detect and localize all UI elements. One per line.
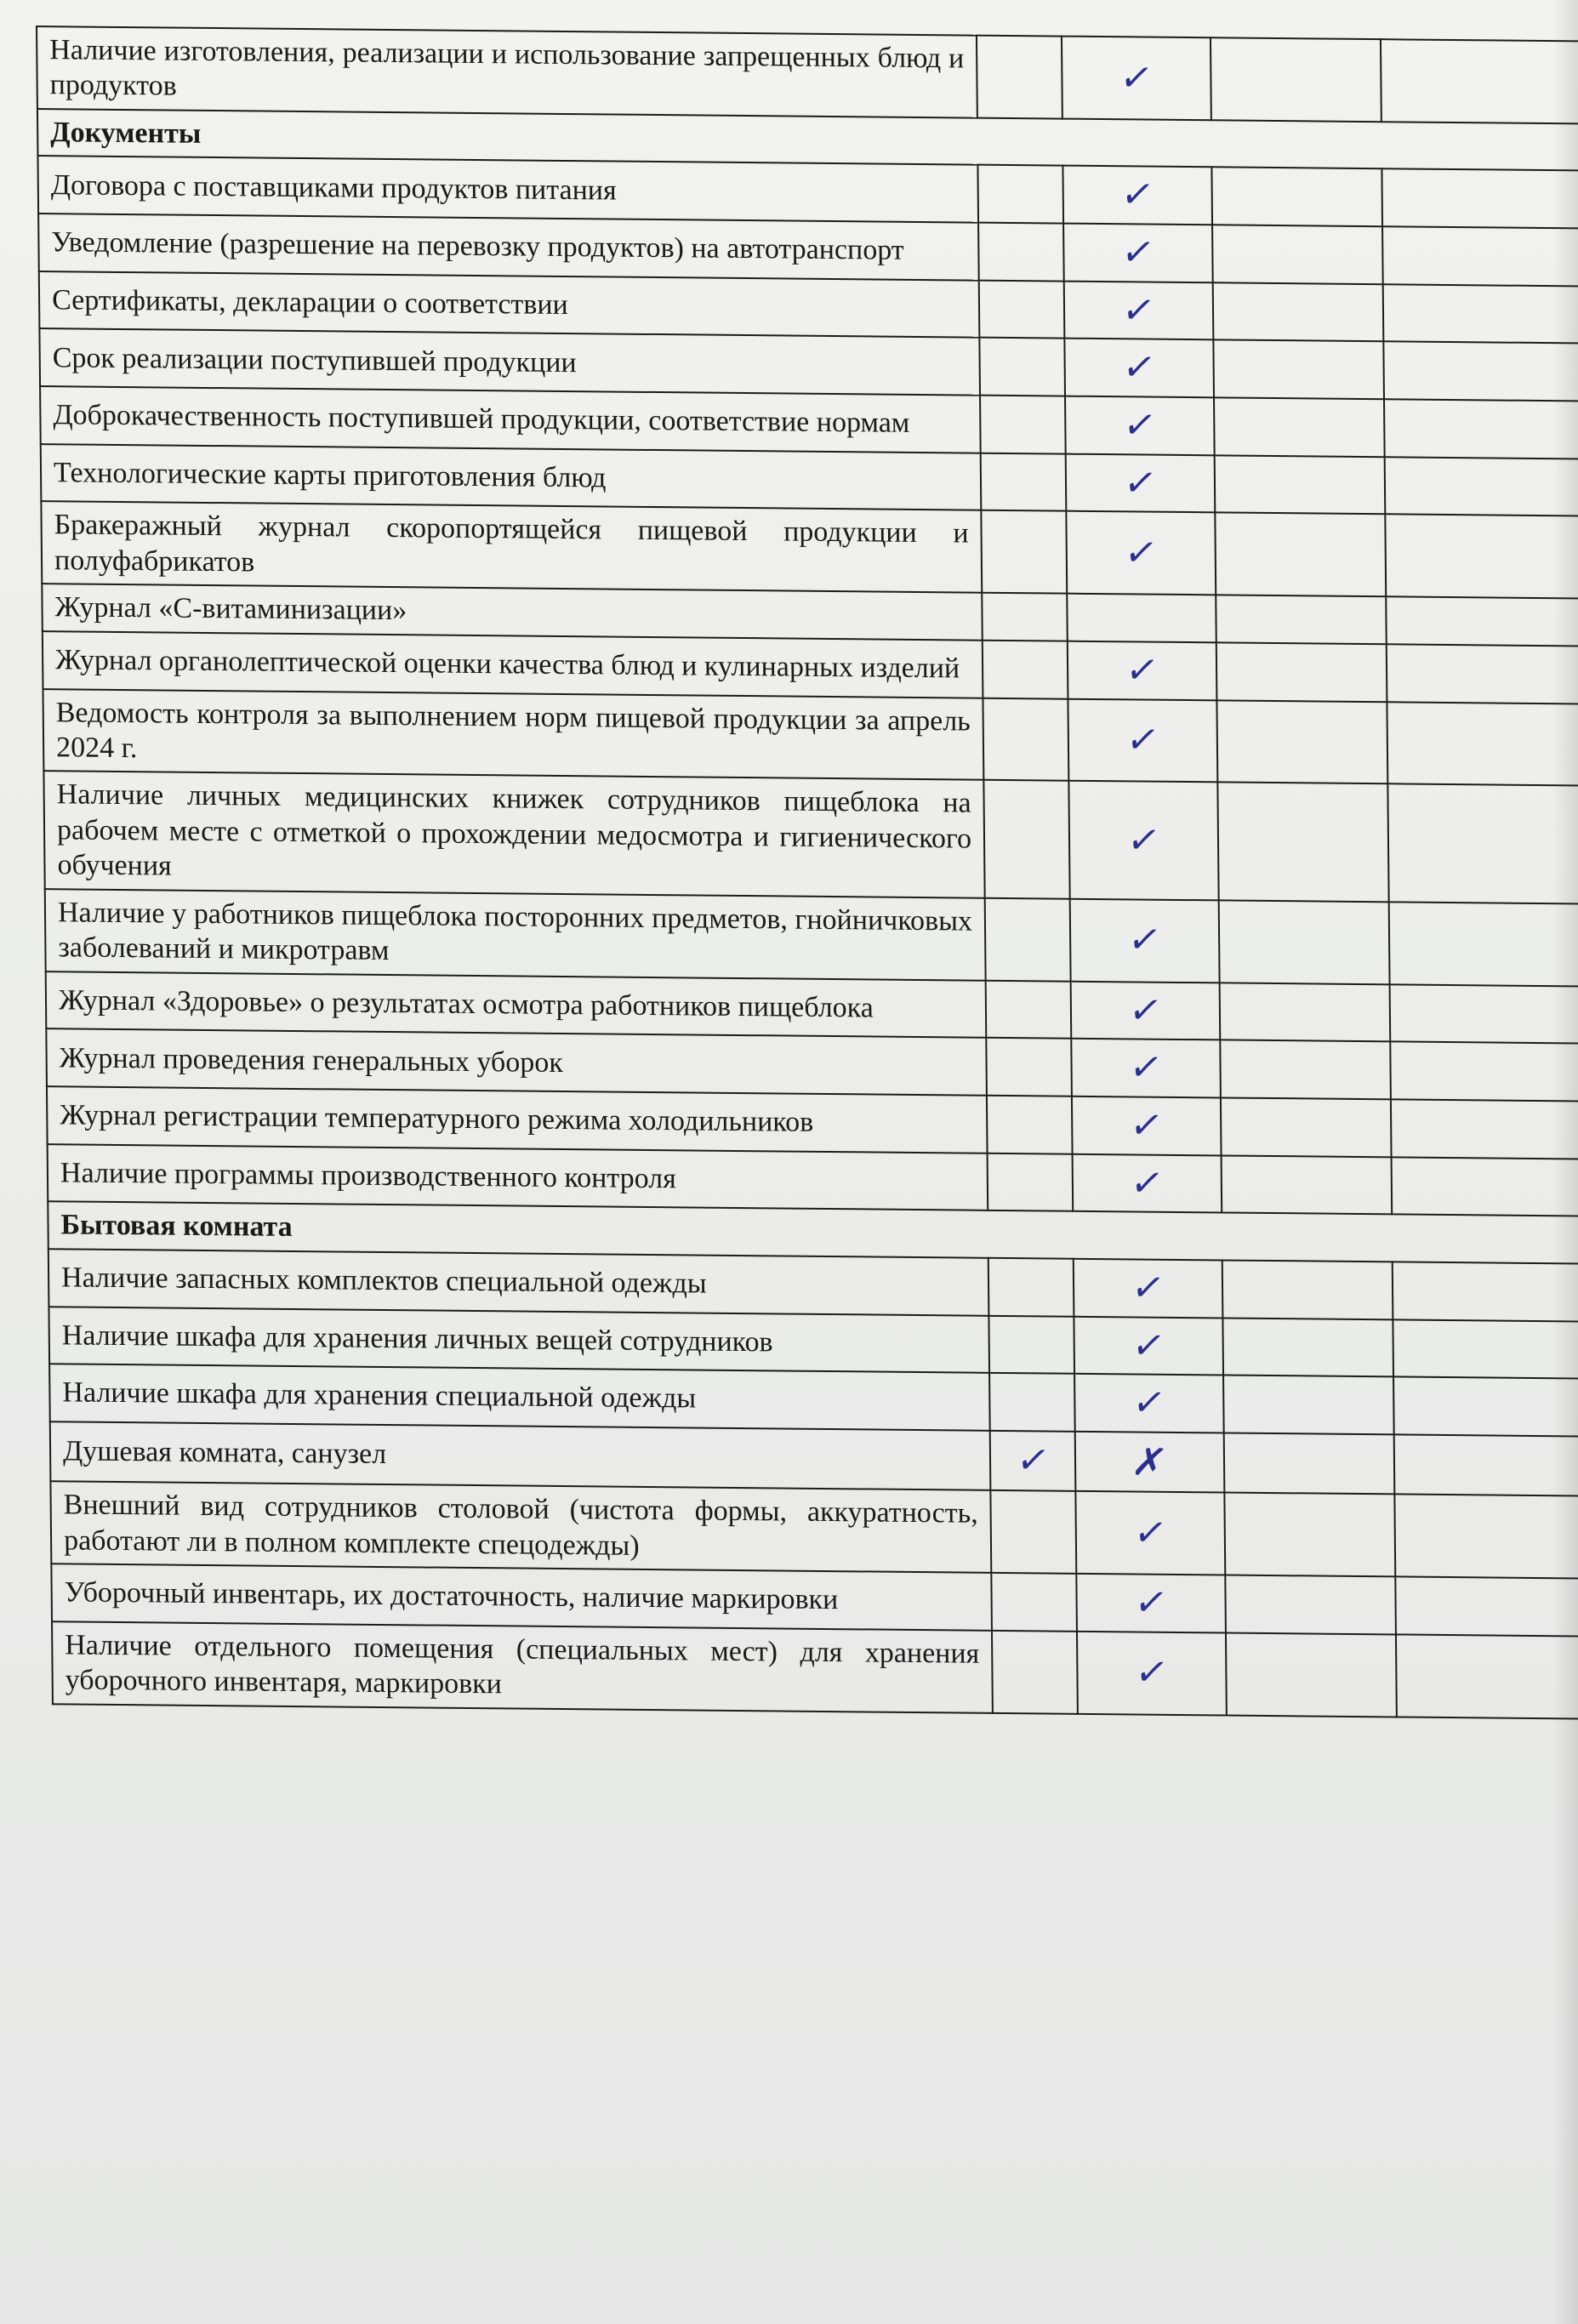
mark-cell-secondary [1076, 1574, 1226, 1632]
handwritten-check-mark: ✓ [1128, 1322, 1169, 1369]
checklist-item-text: Доброкачественность поступившей продукции, соответствие нормам [40, 386, 981, 453]
mark-cell-primary [991, 1573, 1077, 1632]
empty-cell [1222, 1318, 1393, 1377]
mark-cell-primary [989, 1373, 1075, 1432]
empty-cell [1211, 168, 1382, 227]
table-row [52, 1621, 1578, 1719]
empty-cell [1215, 513, 1386, 597]
mark-cell-primary [977, 165, 1063, 224]
empty-cell [1226, 1632, 1397, 1717]
checklist-item-text: Наличие запасных комплектов специальной одежды [48, 1249, 989, 1315]
handwritten-check-mark: ✓ [1131, 1580, 1171, 1626]
checklist-item-text: Наличие шкафа для хранения специальной одежды [49, 1364, 990, 1431]
empty-cell [1393, 1262, 1578, 1321]
mark-cell-secondary [1072, 1096, 1222, 1155]
empty-cell [1220, 1040, 1391, 1100]
mark-cell-secondary [1075, 1432, 1225, 1493]
handwritten-check-mark: ✓ [1122, 647, 1162, 693]
checklist-item-text: Наличие программы производственного контроля [48, 1144, 988, 1210]
mark-cell-primary [983, 698, 1068, 781]
empty-cell [1392, 1157, 1578, 1216]
empty-cell [1385, 515, 1578, 600]
handwritten-check-mark: ✓ [1120, 459, 1160, 506]
empty-cell [1216, 642, 1387, 702]
mark-cell-primary [986, 1038, 1072, 1096]
empty-cell [1222, 1260, 1393, 1319]
checklist-item-text: Внешний вид сотрудников столовой (чистота формы, аккуратность, работают ли в полном комплекте спецодежды) [50, 1481, 991, 1573]
empty-cell [1224, 1433, 1395, 1494]
handwritten-cross-mark: ✗ [1129, 1438, 1171, 1487]
empty-cell [1219, 900, 1390, 984]
table-row [45, 889, 1578, 987]
mark-cell-secondary [1064, 281, 1214, 339]
empty-cell [1214, 397, 1385, 457]
mark-cell-primary [990, 1431, 1076, 1491]
empty-cell [1216, 700, 1387, 784]
mark-cell-secondary [1068, 781, 1218, 900]
mark-cell-secondary [1062, 166, 1212, 225]
checklist-item-text: Бракеражный журнал скоропортящейся пищевой продукции и полуфабрикатов [41, 502, 982, 594]
mark-cell-secondary [1068, 641, 1217, 700]
mark-cell-secondary [1062, 37, 1211, 121]
checklist-item-text: Наличие у работников пищеблока посторонних предметов, гнойничковых заболеваний и микротравм [45, 889, 986, 981]
handwritten-check-mark: ✓ [1129, 1380, 1170, 1427]
handwritten-check-mark: ✓ [1131, 1649, 1172, 1696]
empty-cell [1213, 340, 1384, 400]
empty-cell [1224, 1493, 1395, 1577]
checklist-table [36, 26, 1578, 1720]
handwritten-check-mark: ✓ [1125, 917, 1165, 964]
checklist-item-text: Журнал органолептической оценки качества блюд и кулинарных изделий [43, 631, 983, 698]
mark-cell-primary [981, 453, 1067, 511]
mark-cell-secondary [1075, 1491, 1225, 1575]
empty-cell [1393, 1377, 1578, 1437]
checklist-item-text: Ведомость контроля за выполнением норм пищевой продукции за апрель 2024 г. [43, 689, 983, 781]
empty-cell [1217, 783, 1388, 902]
empty-cell [1394, 1434, 1578, 1496]
mark-cell-secondary [1063, 224, 1213, 282]
mark-cell-secondary [1070, 899, 1220, 983]
empty-cell [1394, 1494, 1578, 1579]
checklist-item-text: Журнал проведения генеральных уборок [46, 1029, 987, 1096]
checklist-item-text: Уборочный инвентарь, их достаточность, наличие маркировки [51, 1564, 992, 1630]
checklist-item-text: Наличие изготовления, реализации и использование запрещенных блюд и продуктов [37, 26, 977, 118]
mark-cell-primary [988, 1315, 1074, 1374]
empty-cell [1387, 702, 1578, 787]
empty-cell [1381, 169, 1578, 229]
handwritten-check-mark: ✓ [1125, 1045, 1166, 1091]
empty-cell [1390, 984, 1578, 1044]
empty-cell [1213, 282, 1384, 342]
handwritten-check-mark: ✓ [1118, 230, 1159, 276]
checklist-item-text: Журнал «Здоровье» о результатах осмотра работников пищеблока [46, 971, 987, 1038]
mark-cell-secondary [1073, 1154, 1222, 1213]
empty-cell [1222, 1155, 1393, 1215]
empty-cell [1391, 1099, 1578, 1159]
mark-cell-primary [979, 338, 1065, 396]
empty-cell [1382, 226, 1578, 286]
inspection-checklist [36, 26, 1578, 1719]
table-row [43, 689, 1578, 787]
mark-cell-secondary [1068, 698, 1217, 783]
handwritten-check-mark: ✓ [1119, 402, 1160, 448]
mark-cell-primary [986, 981, 1072, 1040]
empty-cell [1220, 983, 1391, 1042]
section-title: Документы [37, 109, 1578, 171]
checklist-item-text: Журнал «С-витаминизации» [42, 584, 982, 640]
mark-cell-secondary [1066, 511, 1216, 595]
mark-cell-secondary [1071, 982, 1221, 1040]
handwritten-check-mark: ✓ [1121, 530, 1161, 576]
handwritten-check-mark: ✓ [1127, 1160, 1167, 1206]
checklist-item-text: Наличие шкафа для хранения личных вещей сотрудников [48, 1307, 989, 1373]
mark-cell-secondary [1074, 1374, 1224, 1433]
checklist-item-text: Наличие отдельного помещения (специальных мест) для хранения уборочного инвентаря, маркировки [52, 1621, 993, 1713]
section-title: Бытовая комната [48, 1202, 1578, 1264]
empty-cell [1211, 37, 1381, 122]
empty-cell [1383, 284, 1578, 344]
table-row [41, 502, 1578, 600]
mark-cell-primary [988, 1153, 1074, 1212]
handwritten-check-mark: ✓ [1116, 54, 1157, 101]
empty-cell [1386, 597, 1578, 647]
checklist-item-text: Сертификаты, декларации о соответствии [39, 271, 980, 338]
mark-cell-secondary [1066, 453, 1216, 512]
empty-cell [1221, 1098, 1392, 1158]
empty-cell [1390, 1042, 1578, 1102]
mark-cell-primary [979, 280, 1065, 339]
mark-cell-secondary [1065, 396, 1215, 455]
mark-cell-primary [978, 223, 1064, 282]
mark-cell-secondary [1064, 339, 1214, 397]
table-row [43, 772, 1578, 904]
empty-cell [1385, 457, 1578, 516]
handwritten-check-mark: ✓ [1128, 1265, 1168, 1311]
empty-cell [1387, 644, 1578, 703]
mark-cell-primary [987, 1096, 1073, 1154]
empty-cell [1395, 1576, 1578, 1636]
handwritten-check-mark: ✓ [1124, 817, 1164, 863]
handwritten-check-mark: ✓ [1119, 345, 1159, 391]
mark-cell-secondary [1077, 1632, 1227, 1716]
handwritten-check-mark: ✓ [1012, 1438, 1053, 1484]
empty-cell [1396, 1634, 1578, 1719]
handwritten-check-mark: ✓ [1117, 172, 1158, 219]
handwritten-check-mark: ✓ [1119, 287, 1159, 333]
empty-cell [1216, 595, 1387, 644]
empty-cell [1389, 902, 1578, 987]
mark-cell-primary [990, 1490, 1076, 1574]
mark-cell-primary [988, 1258, 1074, 1317]
table-row [37, 26, 1578, 124]
empty-cell [1225, 1575, 1396, 1635]
empty-cell [1393, 1319, 1578, 1379]
mark-cell-secondary [1067, 594, 1216, 642]
checklist-item-text: Наличие личных медицинских книжек сотрудников пищеблока на рабочем месте с отметкой о прохождении медосмотра и гигиенического обучения [43, 772, 984, 898]
mark-cell-primary [992, 1631, 1078, 1714]
checklist-item-text: Технологические карты приготовления блюд [41, 444, 982, 510]
mark-cell-secondary [1074, 1316, 1223, 1375]
checklist-item-text: Договора с поставщиками продуктов питания [37, 156, 978, 222]
empty-cell [1215, 455, 1386, 515]
empty-cell [1384, 399, 1578, 459]
checklist-item-text: Уведомление (разрешение на перевозку продуктов) на автотранспорт [38, 214, 979, 280]
table-row [50, 1481, 1578, 1579]
mark-cell-primary [981, 510, 1067, 594]
handwritten-check-mark: ✓ [1123, 717, 1163, 764]
handwritten-check-mark: ✓ [1131, 1510, 1171, 1556]
mark-cell-secondary [1071, 1039, 1221, 1097]
empty-cell [1212, 225, 1383, 284]
handwritten-check-mark: ✓ [1126, 1102, 1167, 1149]
mark-cell-primary [980, 396, 1066, 454]
empty-cell [1383, 342, 1578, 402]
mark-cell-primary [983, 780, 1069, 898]
mark-cell-secondary [1074, 1259, 1223, 1318]
empty-cell [1381, 39, 1578, 124]
checklist-item-text: Душевая комната, санузел [50, 1421, 991, 1490]
mark-cell-primary [985, 898, 1071, 982]
empty-cell [1223, 1376, 1394, 1435]
checklist-item-text: Срок реализации поступившей продукции [39, 328, 980, 395]
handwritten-check-mark: ✓ [1125, 988, 1165, 1034]
mark-cell-primary [983, 641, 1068, 699]
empty-cell [1387, 784, 1578, 904]
mark-cell-primary [977, 36, 1062, 119]
mark-cell-primary [982, 593, 1068, 641]
checklist-item-text: Журнал регистрации температурного режима холодильников [47, 1086, 988, 1153]
